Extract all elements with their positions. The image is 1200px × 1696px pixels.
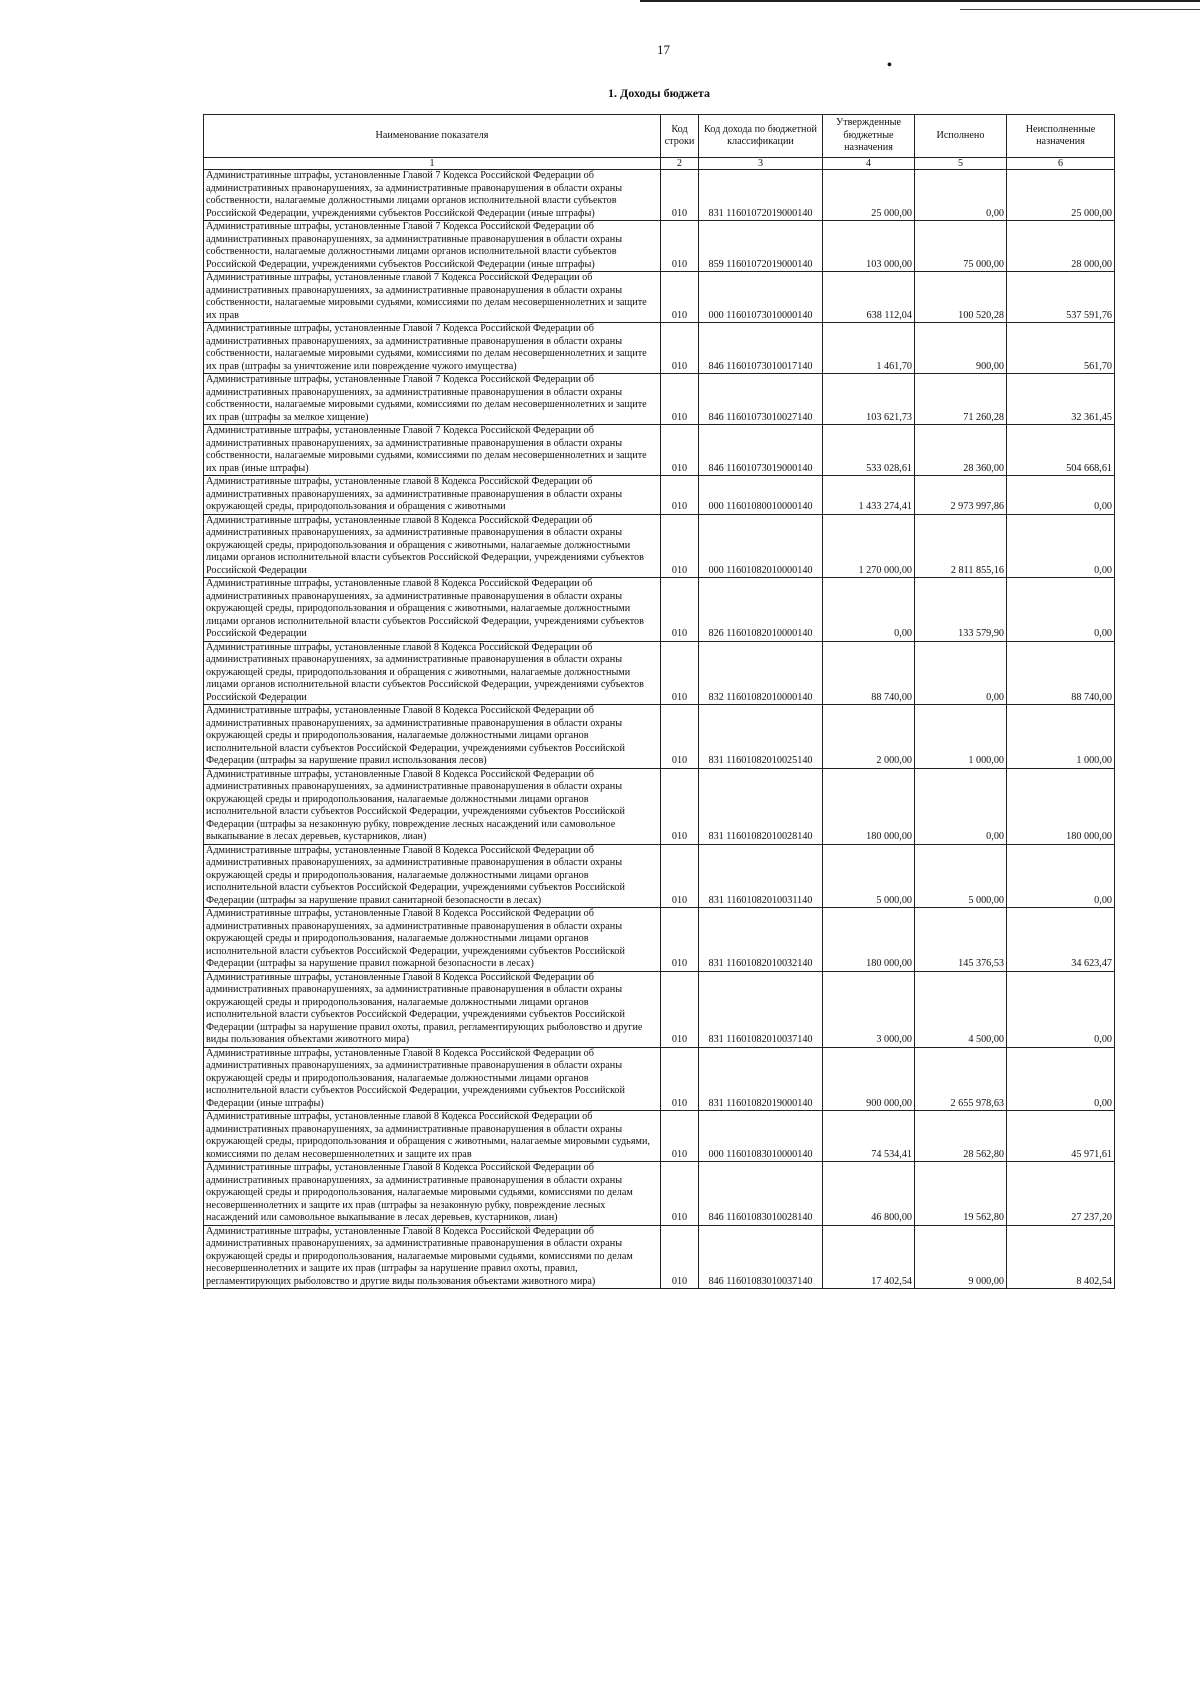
table-row [204,1225,1115,1289]
table-row [204,844,1115,908]
table-row [204,578,1115,642]
indicator-name-cell: Административные штрафы, установленные Главой 8 Кодекса Российской Федерации об административных правонарушениях, за административные правонарушения в области охраны окружающей среды и природопользования, налагаемые должностными лицами органов исполнительной власти субъектов Российской Федерации, учреждениями субъектов Российской Федерации (штрафы за незаконную рубку, повреждение лесных насаждений или самовольное выкапывание в лесах деревьев, кустарников, лиан) [204,768,661,844]
table-row [204,476,1115,515]
top-border-line [640,0,1200,2]
unexecuted-amount-cell: 1 000,00 [1007,705,1115,769]
income-code-cell: 846 11601083010037140 [699,1225,823,1289]
approved-amount-cell: 533 028,61 [823,425,915,476]
approved-amount-cell: 900 000,00 [823,1047,915,1111]
indicator-name-cell: Административные штрафы, установленные главой 8 Кодекса Российской Федерации об административных правонарушениях, за административные правонарушения в области охраны окружающей среды, природопользования и обращения с животными [204,476,661,515]
income-code-cell: 859 11601072019000140 [699,221,823,272]
executed-amount-cell: 145 376,53 [915,908,1007,972]
approved-amount-cell: 74 534,41 [823,1111,915,1162]
approved-amount-cell: 25 000,00 [823,170,915,221]
approved-amount-cell: 180 000,00 [823,768,915,844]
income-code-cell: 831 11601082010031140 [699,844,823,908]
header-row [204,115,1115,158]
approved-amount-cell: 46 800,00 [823,1162,915,1226]
income-code-cell: 000 11601073010000140 [699,272,823,323]
approved-amount-cell: 1 461,70 [823,323,915,374]
unexecuted-amount-cell: 180 000,00 [1007,768,1115,844]
executed-amount-cell: 133 579,90 [915,578,1007,642]
table-row [204,768,1115,844]
line-code-cell: 010 [661,971,699,1047]
income-code-cell: 832 11601082010000140 [699,641,823,705]
income-code-cell: 831 11601082010037140 [699,971,823,1047]
column-number: 2 [661,158,699,170]
line-code-cell: 010 [661,1111,699,1162]
indicator-name-cell: Административные штрафы, установленные главой 7 Кодекса Российской Федерации об административных правонарушениях, за административные правонарушения в области охраны собственности, налагаемые мировыми судьями, комиссиями по делам несовершеннолетних и защите их прав [204,272,661,323]
line-code-cell: 010 [661,425,699,476]
executed-amount-cell: 5 000,00 [915,844,1007,908]
unexecuted-amount-cell: 45 971,61 [1007,1111,1115,1162]
indicator-name-cell: Административные штрафы, установленные главой 8 Кодекса Российской Федерации об административных правонарушениях, за административные правонарушения в области охраны окружающей среды, природопользования и обращения с животными, налагаемые мировыми судьями, комиссиями по делам несовершеннолетних и защите их прав [204,1111,661,1162]
line-code-cell: 010 [661,374,699,425]
unexecuted-amount-cell: 88 740,00 [1007,641,1115,705]
income-code-cell: 831 11601082010028140 [699,768,823,844]
budget-income-table [203,114,1115,1289]
executed-amount-cell: 2 655 978,63 [915,1047,1007,1111]
top-border-line-secondary [960,9,1200,10]
line-code-cell: 010 [661,1162,699,1226]
indicator-name-cell: Административные штрафы, установленные главой 8 Кодекса Российской Федерации об административных правонарушениях, за административные правонарушения в области охраны окружающей среды, природопользования и обращения с животными, налагаемые должностными лицами органов исполнительной власти субъектов Российской Федерации, учреждениями субъектов Российской Федерации [204,641,661,705]
line-code-cell: 010 [661,323,699,374]
unexecuted-amount-cell: 0,00 [1007,844,1115,908]
executed-amount-cell: 75 000,00 [915,221,1007,272]
unexecuted-amount-cell: 537 591,76 [1007,272,1115,323]
income-code-cell: 846 11601073019000140 [699,425,823,476]
table-row [204,1162,1115,1226]
column-header-line-code: Код строки [661,115,699,158]
column-number-row [204,158,1115,170]
approved-amount-cell: 103 621,73 [823,374,915,425]
table-row [204,971,1115,1047]
executed-amount-cell: 9 000,00 [915,1225,1007,1289]
indicator-name-cell: Административные штрафы, установленные Главой 8 Кодекса Российской Федерации об административных правонарушениях, за административные правонарушения в области охраны окружающей среды и природопользования, налагаемые должностными лицами органов исполнительной власти субъектов Российской Федерации, учреждениями субъектов Российской Федерации (штрафы за нарушение правил санитарной безопасности в лесах) [204,844,661,908]
unexecuted-amount-cell: 34 623,47 [1007,908,1115,972]
table-row [204,1047,1115,1111]
page-number: 17 [657,42,670,57]
table-row [204,170,1115,221]
executed-amount-cell: 100 520,28 [915,272,1007,323]
line-code-cell: 010 [661,844,699,908]
executed-amount-cell: 0,00 [915,641,1007,705]
indicator-name-cell: Административные штрафы, установленные Главой 7 Кодекса Российской Федерации об административных правонарушениях, за административные правонарушения в области охраны собственности, налагаемые мировыми судьями, комиссиями по делам несовершеннолетних и защите их прав (штрафы за мелкое хищение) [204,374,661,425]
executed-amount-cell: 2 973 997,86 [915,476,1007,515]
unexecuted-amount-cell: 25 000,00 [1007,170,1115,221]
line-code-cell: 010 [661,514,699,578]
income-code-cell: 831 11601082010032140 [699,908,823,972]
approved-amount-cell: 17 402,54 [823,1225,915,1289]
column-header-approved: Утвержденные бюджетные назначения [823,115,915,158]
line-code-cell: 010 [661,1047,699,1111]
unexecuted-amount-cell: 0,00 [1007,1047,1115,1111]
income-code-cell: 846 11601083010028140 [699,1162,823,1226]
table-row [204,272,1115,323]
executed-amount-cell: 71 260,28 [915,374,1007,425]
section-title: 1. Доходы бюджета [608,86,711,100]
income-code-cell: 000 11601082010000140 [699,514,823,578]
column-number: 6 [1007,158,1115,170]
line-code-cell: 010 [661,768,699,844]
table-row [204,425,1115,476]
line-code-cell: 010 [661,578,699,642]
table-row [204,908,1115,972]
unexecuted-amount-cell: 32 361,45 [1007,374,1115,425]
indicator-name-cell: Административные штрафы, установленные Главой 8 Кодекса Российской Федерации об административных правонарушениях, за административные правонарушения в области охраны окружающей среды и природопользования, налагаемые мировыми судьями, комиссиями по делам несовершеннолетних и защите их прав (штрафы за незаконную рубку, повреждение лесных насаждений или самовольное выкапывание в лесах деревьев, кустарников, лиан) [204,1162,661,1226]
indicator-name-cell: Административные штрафы, установленные Главой 8 Кодекса Российской Федерации об административных правонарушениях, за административные правонарушения в области охраны окружающей среды и природопользования, налагаемые мировыми судьями, комиссиями по делам несовершеннолетних и защите их прав (штрафы за нарушение правил охоты, правил, регламентирующих рыболовство и другие виды пользования объектами животного мира) [204,1225,661,1289]
approved-amount-cell: 88 740,00 [823,641,915,705]
table-row [204,705,1115,769]
column-number: 1 [204,158,661,170]
column-header-unexecuted: Неисполненные назначения [1007,115,1115,158]
approved-amount-cell: 1 433 274,41 [823,476,915,515]
indicator-name-cell: Административные штрафы, установленные Главой 7 Кодекса Российской Федерации об административных правонарушениях, за административные правонарушения в области охраны собственности, налагаемые мировыми судьями, комиссиями по делам несовершеннолетних и защите их прав (иные штрафы) [204,425,661,476]
line-code-cell: 010 [661,170,699,221]
indicator-name-cell: Административные штрафы, установленные Главой 7 Кодекса Российской Федерации об административных правонарушениях, за административные правонарушения в области охраны собственности, налагаемые должностными лицами органов исполнительной власти субъектов Российской Федерации, учреждениями субъектов Российской Федерации (иные штрафы) [204,170,661,221]
indicator-name-cell: Административные штрафы, установленные Главой 7 Кодекса Российской Федерации об административных правонарушениях, за административные правонарушения в области охраны собственности, налагаемые мировыми судьями, комиссиями по делам несовершеннолетних и защите их прав (штрафы за уничтожение или повреждение чужого имущества) [204,323,661,374]
approved-amount-cell: 0,00 [823,578,915,642]
approved-amount-cell: 180 000,00 [823,908,915,972]
income-code-cell: 831 11601082010025140 [699,705,823,769]
executed-amount-cell: 0,00 [915,768,1007,844]
unexecuted-amount-cell: 561,70 [1007,323,1115,374]
unexecuted-amount-cell: 0,00 [1007,514,1115,578]
executed-amount-cell: 1 000,00 [915,705,1007,769]
column-number: 5 [915,158,1007,170]
line-code-cell: 010 [661,221,699,272]
table-row [204,221,1115,272]
unexecuted-amount-cell: 0,00 [1007,476,1115,515]
page-mark: • [887,58,892,73]
approved-amount-cell: 638 112,04 [823,272,915,323]
indicator-name-cell: Административные штрафы, установленные Главой 8 Кодекса Российской Федерации об административных правонарушениях, за административные правонарушения в области охраны окружающей среды и природопользования, налагаемые должностными лицами органов исполнительной власти субъектов Российской Федерации, учреждениями субъектов Российской Федерации (штрафы за нарушение правил использования лесов) [204,705,661,769]
unexecuted-amount-cell: 27 237,20 [1007,1162,1115,1226]
unexecuted-amount-cell: 0,00 [1007,971,1115,1047]
unexecuted-amount-cell: 0,00 [1007,578,1115,642]
table-row [204,323,1115,374]
column-number: 4 [823,158,915,170]
executed-amount-cell: 0,00 [915,170,1007,221]
table-row [204,1111,1115,1162]
indicator-name-cell: Административные штрафы, установленные Главой 7 Кодекса Российской Федерации об административных правонарушениях, за административные правонарушения в области охраны собственности, налагаемые должностными лицами органов исполнительной власти субъектов Российской Федерации, учреждениями субъектов Российской Федерации (иные штрафы) [204,221,661,272]
income-code-cell: 846 11601073010027140 [699,374,823,425]
column-header-income-code: Код дохода по бюджетной классификации [699,115,823,158]
line-code-cell: 010 [661,476,699,515]
table-row [204,514,1115,578]
income-code-cell: 846 11601073010017140 [699,323,823,374]
executed-amount-cell: 4 500,00 [915,971,1007,1047]
income-code-cell: 000 11601080010000140 [699,476,823,515]
executed-amount-cell: 28 360,00 [915,425,1007,476]
income-code-cell: 000 11601083010000140 [699,1111,823,1162]
indicator-name-cell: Административные штрафы, установленные Главой 8 Кодекса Российской Федерации об административных правонарушениях, за административные правонарушения в области охраны окружающей среды и природопользования, налагаемые должностными лицами органов исполнительной власти субъектов Российской Федерации, учреждениями субъектов Российской Федерации (штрафы за нарушение правил пожарной безопасности в лесах) [204,908,661,972]
indicator-name-cell: Административные штрафы, установленные главой 8 Кодекса Российской Федерации об административных правонарушениях, за административные правонарушения в области охраны окружающей среды, природопользования и обращения с животными, налагаемые должностными лицами органов исполнительной власти субъектов Российской Федерации, учреждениями субъектов Российской Федерации [204,578,661,642]
unexecuted-amount-cell: 8 402,54 [1007,1225,1115,1289]
line-code-cell: 010 [661,908,699,972]
approved-amount-cell: 5 000,00 [823,844,915,908]
column-number: 3 [699,158,823,170]
table-row [204,641,1115,705]
line-code-cell: 010 [661,272,699,323]
executed-amount-cell: 28 562,80 [915,1111,1007,1162]
indicator-name-cell: Административные штрафы, установленные Главой 8 Кодекса Российской Федерации об административных правонарушениях, за административные правонарушения в области охраны окружающей среды и природопользования, налагаемые должностными лицами органов исполнительной власти субъектов Российской Федерации, учреждениями субъектов Российской Федерации (штрафы за нарушение правил охоты, правил, регламентирующих рыболовство и другие виды пользования объектами животного мира) [204,971,661,1047]
table-row [204,374,1115,425]
column-header-name: Наименование показателя [204,115,661,158]
executed-amount-cell: 19 562,80 [915,1162,1007,1226]
unexecuted-amount-cell: 28 000,00 [1007,221,1115,272]
executed-amount-cell: 900,00 [915,323,1007,374]
approved-amount-cell: 2 000,00 [823,705,915,769]
approved-amount-cell: 3 000,00 [823,971,915,1047]
income-code-cell: 831 11601082019000140 [699,1047,823,1111]
indicator-name-cell: Административные штрафы, установленные главой 8 Кодекса Российской Федерации об административных правонарушениях, за административные правонарушения в области охраны окружающей среды, природопользования и обращения с животными, налагаемые должностными лицами органов исполнительной власти субъектов Российской Федерации, учреждениями субъектов Российской Федерации [204,514,661,578]
approved-amount-cell: 103 000,00 [823,221,915,272]
approved-amount-cell: 1 270 000,00 [823,514,915,578]
income-code-cell: 831 11601072019000140 [699,170,823,221]
column-header-executed: Исполнено [915,115,1007,158]
line-code-cell: 010 [661,705,699,769]
line-code-cell: 010 [661,641,699,705]
unexecuted-amount-cell: 504 668,61 [1007,425,1115,476]
indicator-name-cell: Административные штрафы, установленные Главой 8 Кодекса Российской Федерации об административных правонарушениях, за административные правонарушения в области охраны окружающей среды и природопользования, налагаемые должностными лицами органов исполнительной власти субъектов Российской Федерации, учреждениями субъектов Российской Федерации (иные штрафы) [204,1047,661,1111]
income-code-cell: 826 11601082010000140 [699,578,823,642]
line-code-cell: 010 [661,1225,699,1289]
executed-amount-cell: 2 811 855,16 [915,514,1007,578]
